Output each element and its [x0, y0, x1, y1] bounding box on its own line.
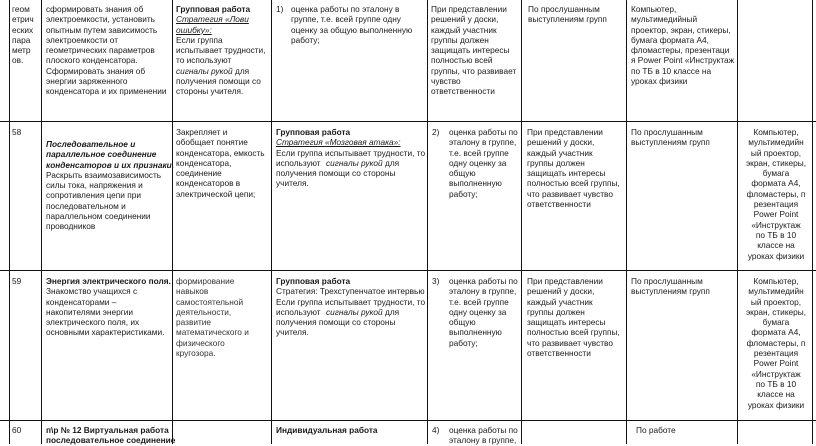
row0-resources-lines: [631, 4, 734, 86]
row-number-line: ов.: [12, 55, 24, 66]
grid-v-3: [271, 0, 272, 444]
topic-line: последовательном и: [46, 200, 126, 211]
evaluation-line: работу;: [291, 34, 320, 45]
row3-eval-lines: [449, 425, 518, 446]
activity-line: Закрепляет и: [176, 127, 228, 137]
topic-line: плоского конденсатора.: [46, 55, 138, 66]
resources-line: Power Point: [753, 358, 799, 369]
row0-form-title: Групповая работа: [176, 4, 251, 14]
evaluation-line: оценка работы по: [449, 127, 518, 137]
topic-line: Сформировать знания об: [46, 65, 146, 76]
resources-line: проектор, экран, стикеры,: [631, 24, 731, 35]
resources-line: экран, стикеры,: [745, 157, 807, 168]
row-number-line: метр: [12, 45, 31, 56]
row-number-line: геом: [12, 4, 30, 14]
row1-eval-num: 2): [432, 127, 440, 137]
resources-line: Компьютер,: [753, 276, 799, 286]
resources-line: я Power Point «Инструктаж: [631, 55, 735, 66]
topic-line: силы тока, напряжения и: [46, 180, 143, 191]
form-line: испытывает трудности,: [176, 45, 266, 56]
row2-activity-lines: [176, 276, 249, 358]
row3-form-title: Индивидуальная работа: [276, 425, 378, 435]
row-number-line: етрич: [12, 14, 34, 25]
row1-activity: [176, 127, 265, 199]
resources-line: фломастеры, презентаци: [631, 45, 730, 56]
activity-line: физического: [176, 337, 225, 348]
row1-eval: [449, 127, 518, 199]
row1-eval-lines: [449, 127, 518, 199]
topic-line: Знакомство учащихся с: [46, 286, 138, 297]
grid-h-1: [0, 270, 816, 271]
differentiation-line: решений у доски,: [431, 14, 499, 25]
evaluation-line: работу;: [449, 188, 478, 199]
row0-form-signal: сигналы рукой: [176, 65, 233, 76]
activity-line: математического и: [176, 327, 249, 338]
row3-feedback-lines: [636, 425, 676, 435]
row2-form-title: Групповая работа: [276, 276, 351, 286]
resources-line: уроках физики: [747, 399, 805, 410]
row2-diff: [527, 276, 620, 358]
row0-eval: [291, 4, 412, 45]
form-line: стороны учителя.: [176, 86, 244, 97]
activity-line: деятельности,: [176, 306, 232, 317]
activity-line: конденсаторов в: [176, 178, 241, 189]
row1-diff-lines: [527, 127, 620, 209]
differentiation-line: ответственности: [527, 199, 591, 210]
row3-eval: [449, 425, 518, 446]
resources-line: экран, стикеры,: [745, 306, 807, 317]
topic-title-line: п\р № 12 Виртуальная работа: [46, 425, 169, 435]
differentiation-line: защищать интересы: [431, 45, 510, 56]
row0-form-signal-after: для: [232, 65, 250, 76]
row2-form-signal-line: [326, 307, 425, 317]
topic-title-line: Последовательное и: [46, 139, 136, 149]
row3-feedback: [636, 425, 676, 435]
evaluation-line: оценка работы по эталону в: [291, 4, 400, 14]
row0-form: [176, 4, 266, 97]
row0-diff: [431, 4, 516, 97]
evaluation-line: одну оценку за: [449, 306, 507, 317]
grid-v-4: [427, 0, 428, 444]
form-line: Если группа испытывает трудности, то: [276, 147, 426, 158]
evaluation-line: выполненную: [449, 327, 502, 338]
evaluation-line: работу;: [449, 337, 478, 348]
resources-line: бумага формата А4,: [631, 34, 709, 45]
differentiation-line: что развивает чувство: [527, 188, 613, 199]
row0-feedback: [528, 4, 607, 25]
row3-topic: [46, 425, 175, 446]
row1-topic-title: [46, 139, 174, 170]
differentiation-line: каждый участник: [431, 24, 497, 35]
evaluation-line: т.е. всей группе: [449, 147, 509, 158]
row-number-line: пара: [12, 34, 31, 45]
evaluation-line: общую: [449, 168, 476, 179]
row0-form-strategy: [176, 14, 266, 35]
row1-topic-text: [46, 170, 174, 232]
form-line: то используют: [176, 55, 232, 66]
activity-line: развитие: [176, 317, 212, 328]
resources-line: бумага: [762, 168, 790, 179]
feedback-line: По работе: [636, 425, 676, 435]
resources-line: классе на: [757, 389, 795, 400]
grid-v-0: [9, 0, 10, 444]
topic-line: основными характеристиками.: [46, 327, 165, 338]
activity-line: обобщает понятие: [176, 137, 248, 148]
row2-topic: [46, 276, 171, 338]
evaluation-line: эталону в группе,: [449, 286, 517, 297]
topic-line: проводников: [46, 221, 96, 232]
differentiation-line: ответственности: [527, 348, 591, 359]
row1-topic: [46, 139, 174, 232]
form-line: используют: [276, 306, 321, 317]
row1-feedback-lines: [631, 127, 710, 148]
topic-line: накопителями энергии: [46, 306, 134, 317]
feedback-line: По прослушанным: [528, 4, 600, 14]
resources-line: по ТБ в 10 классе на: [631, 65, 712, 76]
form-line: получения помощи со стороны: [276, 317, 396, 328]
row0-eval-lines: [291, 4, 412, 45]
row1-form-title: Групповая работа: [276, 127, 351, 137]
differentiation-line: что развивает чувство: [527, 337, 613, 348]
strategy-line: Стратегия «Мозговая атака»:: [276, 137, 401, 148]
differentiation-line: При представлении: [527, 276, 603, 286]
row0-eval-num: 1): [276, 4, 284, 14]
row1-form-tail: [276, 168, 425, 189]
activity-line: кругозора.: [176, 348, 216, 359]
row1-activity-lines: [176, 127, 265, 199]
resources-line: мультимедийный: [631, 14, 698, 25]
row2-topic-title: [46, 276, 171, 286]
strategy-line: Стратегия «Лови: [176, 14, 249, 25]
differentiation-line: решений у доски,: [527, 286, 595, 297]
resources-line: Компьютер,: [753, 127, 799, 137]
differentiation-line: чувство: [431, 76, 461, 87]
row2-extra-lines: [740, 276, 812, 410]
row0-diff-lines: [431, 4, 516, 97]
resources-line: по ТБ в 10: [755, 378, 797, 389]
differentiation-line: решений у доски,: [527, 137, 595, 148]
row1-num: 58: [12, 127, 22, 137]
row2-num: 59: [12, 276, 22, 286]
grid-h-2: [0, 420, 816, 421]
resources-line: мультимедийн: [748, 286, 804, 297]
differentiation-line: группы должен: [431, 34, 489, 45]
differentiation-line: группы должен: [527, 306, 585, 317]
row2-extra: [740, 276, 812, 410]
row0-num-lines: [12, 4, 34, 66]
topic-line: электрического поля, их: [46, 317, 140, 328]
differentiation-line: полностью всей группы,: [527, 178, 620, 189]
resources-line: Power Point: [753, 209, 799, 220]
row0-num: [12, 4, 34, 66]
topic-title-line: последовательное соединение: [46, 435, 176, 446]
topic-line: сформировать знания об: [46, 4, 144, 14]
activity-line: самостоятельной: [176, 296, 244, 307]
grid-v-8: [812, 0, 813, 444]
topic-title-line: параллельное соединение: [46, 149, 157, 160]
resources-line: «Инструктаж: [751, 368, 801, 379]
differentiation-line: полностью всей: [431, 55, 493, 66]
row1-feedback: [631, 127, 710, 148]
differentiation-line: каждый участник: [527, 147, 593, 158]
activity-line: конденсатора,: [176, 157, 232, 168]
differentiation-line: защищать интересы: [527, 168, 606, 179]
feedback-line: выступлениям групп: [631, 286, 710, 297]
resources-line: формата А4,: [751, 178, 801, 189]
row1-form-signal-after: для: [382, 157, 400, 168]
row1-extra: [740, 127, 812, 261]
row0-form-tail: [176, 76, 266, 97]
topic-line: электроемкости, установить: [46, 14, 155, 25]
row2-activity: [176, 276, 249, 358]
row0-form-text: [176, 35, 266, 66]
differentiation-line: полностью всей группы,: [527, 327, 620, 338]
form-line: Если группа: [176, 34, 223, 45]
differentiation-line: При представлении: [527, 127, 603, 137]
row3-num: 60: [12, 425, 22, 435]
row3-topic-title: [46, 425, 175, 446]
topic-title-line: Энергия электрического поля.: [46, 276, 171, 286]
row0-form-signal-line: [176, 66, 266, 76]
topic-line: сопротивления цепи при: [46, 190, 141, 201]
row2-form: [276, 276, 425, 338]
topic-line: Раскрыть взаимозависимость: [46, 169, 162, 180]
grid-v-5: [521, 0, 522, 444]
row3-eval-num: 4): [432, 425, 440, 435]
row2-diff-lines: [527, 276, 620, 358]
evaluation-line: оценка работы по: [449, 425, 518, 435]
row0-feedback-lines: [528, 4, 607, 25]
row1-form-strategy: [276, 137, 425, 147]
row1-form-signal-line: [326, 158, 425, 168]
row2-eval-lines: [449, 276, 518, 348]
resources-line: ый проектор,: [750, 147, 802, 158]
evaluation-line: выполненную: [449, 178, 502, 189]
activity-line: навыков: [176, 286, 209, 297]
evaluation-line: оценка работы по: [449, 276, 518, 286]
evaluation-line: т.е. всей группе: [449, 296, 509, 307]
row1-form: [276, 127, 425, 189]
resources-line: бумага: [762, 317, 790, 328]
resources-line: классе на: [757, 240, 795, 251]
feedback-line: выступлениям групп: [528, 14, 607, 25]
form-line: Стратегия: Трехступенчатое интервью: [276, 286, 425, 297]
row1-form-signal: сигналы рукой: [326, 157, 383, 168]
grid-v-6: [626, 0, 627, 444]
row1-extra-lines: [740, 127, 812, 261]
topic-line: энергии заряженного: [46, 76, 128, 87]
topic-line: опытным путем зависимость: [46, 24, 158, 35]
differentiation-line: каждый участник: [527, 296, 593, 307]
activity-line: формирование: [176, 276, 235, 286]
resources-line: уроках физики: [631, 76, 688, 87]
resources-line: фломастеры, п: [746, 337, 806, 348]
row2-topic-text: [46, 286, 171, 337]
evaluation-line: группе, т.е. всей группе одну: [291, 14, 401, 25]
differentiation-line: защищать интересы: [527, 317, 606, 328]
activity-line: электрической цепи;: [176, 188, 256, 199]
topic-line: параллельном соединении: [46, 211, 151, 222]
evaluation-line: одну оценку за: [449, 157, 507, 168]
form-line: используют: [276, 157, 321, 168]
evaluation-line: общую: [449, 317, 476, 328]
differentiation-line: группы должен: [527, 157, 585, 168]
resources-line: формата А4,: [751, 327, 801, 338]
row2-feedback: [631, 276, 710, 297]
form-line: учителя.: [276, 178, 309, 189]
resources-line: ый проектор,: [750, 296, 802, 307]
grid-v-7: [737, 0, 738, 444]
form-line: получения помощи со стороны: [276, 168, 396, 179]
resources-line: резентация: [753, 199, 799, 210]
row2-eval: [449, 276, 518, 348]
evaluation-line: оценку за общую выполненную: [291, 24, 413, 35]
resources-line: Компьютер,: [631, 4, 677, 14]
topic-line: конденсатора и их применении: [46, 86, 167, 97]
resources-line: резентация: [753, 348, 799, 359]
form-line: получения помощи со: [176, 76, 261, 87]
differentiation-line: При представлении: [431, 4, 507, 14]
feedback-line: По прослушанным: [631, 127, 703, 137]
resources-line: фломастеры, п: [746, 188, 806, 199]
row0-topic-lines: [46, 4, 167, 97]
resources-line: уроках физики: [747, 250, 805, 261]
row0-topic: [46, 4, 167, 97]
differentiation-line: группы, что развивает: [431, 65, 517, 76]
evaluation-line: эталону в группе,: [449, 137, 517, 148]
resources-line: мультимедийн: [748, 137, 804, 148]
form-line: учителя.: [276, 327, 309, 338]
row2-form-signal-after: для: [382, 306, 400, 317]
row0-resources: [631, 4, 734, 86]
topic-line: геометрических параметров: [46, 45, 155, 56]
grid-h-0: [0, 121, 816, 122]
activity-line: конденсатора, емкость: [176, 147, 265, 158]
resources-line: «Инструктаж: [751, 219, 801, 230]
topic-title-line: конденсаторов и их признаки.: [46, 159, 175, 170]
row1-diff: [527, 127, 620, 209]
feedback-line: выступлениям групп: [631, 137, 710, 148]
row2-eval-num: 3): [432, 276, 440, 286]
row2-form-tail: [276, 317, 425, 338]
topic-line: конденсаторами –: [46, 296, 117, 307]
feedback-line: По прослушанным: [631, 276, 703, 286]
grid-v-1: [41, 0, 42, 444]
row2-feedback-lines: [631, 276, 710, 297]
row-number-line: еских: [12, 24, 34, 35]
topic-line: электроемкости от: [46, 34, 119, 45]
form-line: Если группа испытывает трудности, то: [276, 296, 426, 307]
activity-line: соединение: [176, 168, 222, 179]
row2-form-signal: сигналы рукой: [326, 306, 383, 317]
strategy-line: ошибку»:: [176, 24, 212, 35]
differentiation-line: ответственности: [431, 86, 495, 97]
evaluation-line: эталону в группе,: [449, 435, 517, 446]
resources-line: по ТБ в 10: [755, 229, 797, 240]
